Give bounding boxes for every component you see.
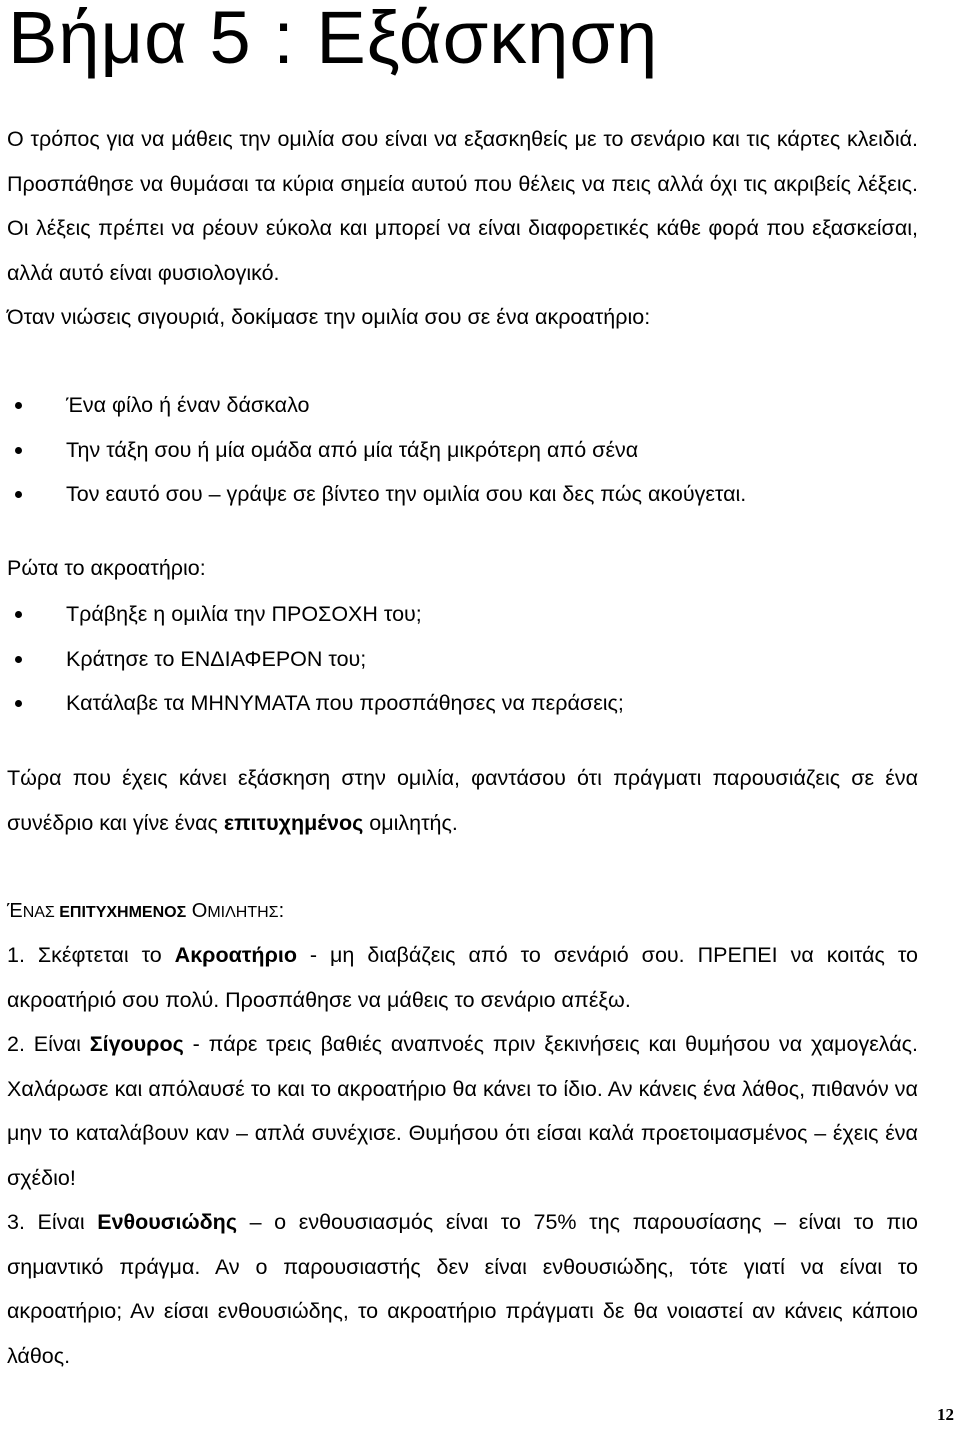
page-title: Βήμα 5 : Εξάσκηση	[8, 0, 659, 79]
list-item-text: Την τάξη σου ή μία ομάδα από μία τάξη μικρότερη από σένα	[66, 437, 639, 462]
section-heading: ΈΝΑΣ ΕΠΙΤΥΧΗΜΕΝΟΣ ΟΜΙΛΗΤΗΣ:	[7, 900, 285, 922]
audience-list	[0, 383, 960, 517]
list-item-text: Τράβηξε η ομιλία την ΠΡΟΣΟΧΗ του;	[66, 602, 422, 626]
page-number: 12	[937, 1405, 954, 1424]
list-item	[0, 428, 960, 473]
list-item	[0, 637, 960, 682]
bullet-icon	[15, 447, 22, 454]
point-1: 1. Σκέφτεται το Ακροατήριο - μη διαβάζεις από το σενάριό σου. ΠΡΕΠΕΙ να κοιτάς το ακροατήριό σου πολύ. Προσπάθησε να μάθεις το σενάριο απέξω.	[7, 943, 918, 1012]
point-2: 2. Είναι Σίγουρος - πάρε τρεις βαθιές αναπνοές πριν ξεκινήσεις και θυμήσου να χαμογελάς. Χαλάρωσε και απόλαυσέ το και το ακροατήριο θα κάνει το ίδιο. Αν κάνεις ένα λάθος, πιθανόν να μην το καταλάβουν καν – απλά συνέχισε. Θυμήσου ότι είσαι καλά προετοιμασμένος – έχεις ένα σχέδιο!	[7, 1032, 918, 1190]
bullet-icon	[15, 402, 22, 409]
speaker-points	[7, 933, 918, 1378]
list-item-text: Ένα φίλο ή έναν δάσκαλο	[66, 393, 310, 417]
practice-text-end: ομιλητής.	[363, 810, 458, 835]
ask-label: Ρώτα το ακροατήριο:	[7, 556, 206, 580]
intro-paragraph	[7, 117, 918, 340]
intro-text: Ο τρόπος για να μάθεις την ομιλία σου είναι να εξασκηθείς με το σενάριο και τις κάρτες κλειδιά. Προσπάθησε να θυμάσαι τα κύρια σημεία αυτού που θέλεις να πεις αλλά όχι τις ακριβείς λέξεις. Οι λέξεις πρέπει να ρέουν εύκολα και μπορεί να είναι διαφορετικές κάθε φορά που εξασκείσαι, αλλά αυτό είναι φυσιολογικό.	[7, 127, 918, 285]
bullet-icon	[15, 491, 22, 498]
bullet-icon	[15, 611, 22, 618]
list-item-text: Κράτησε το ΕΝΔΙΑΦΕΡΟΝ του;	[66, 646, 367, 671]
audience-intro-text: Όταν νιώσεις σιγουριά, δοκίμασε την ομιλία σου σε ένα ακροατήριο:	[7, 305, 651, 329]
bullet-icon	[15, 700, 22, 707]
bullet-icon	[15, 656, 22, 663]
list-item-text: Τον εαυτό σου – γράψε σε βίντεο την ομιλία σου και δες πώς ακούγεται.	[66, 482, 747, 506]
list-item	[0, 383, 960, 428]
list-item	[0, 592, 960, 637]
list-item-text: Κατάλαβε τα ΜΗΝΥΜΑΤΑ που προσπάθησες να περάσεις;	[66, 691, 624, 715]
point-3-keyword: Ενθουσιώδης	[97, 1210, 237, 1234]
practice-text: Τώρα που έχεις κάνει εξάσκηση στην ομιλία, φαντάσου ότι πράγματι παρουσιάζεις σε ένα συνέδριο και γίνε ένας	[7, 766, 918, 835]
practice-paragraph	[7, 756, 918, 845]
list-item	[0, 472, 960, 517]
ask-list	[0, 592, 960, 726]
point-3: 3. Είναι Ενθουσιώδης – ο ενθουσιασμός είναι το 75% της παρουσίασης – είναι το πιο σημαντικό πράγμα. Αν ο παρουσιαστής δεν είναι ενθουσιώδης, τότε γιατί να είναι το ακροατήριο; Αν είσαι ενθουσιώδης, το ακροατήριο πράγματι δε θα νοιαστεί αν κάνεις κάποιο λάθος.	[7, 1210, 918, 1368]
list-item	[0, 681, 960, 726]
point-2-keyword: Σίγουρος	[89, 1032, 184, 1056]
point-1-keyword: Ακροατήριο	[174, 943, 297, 967]
practice-bold: επιτυχημένος	[223, 810, 364, 835]
